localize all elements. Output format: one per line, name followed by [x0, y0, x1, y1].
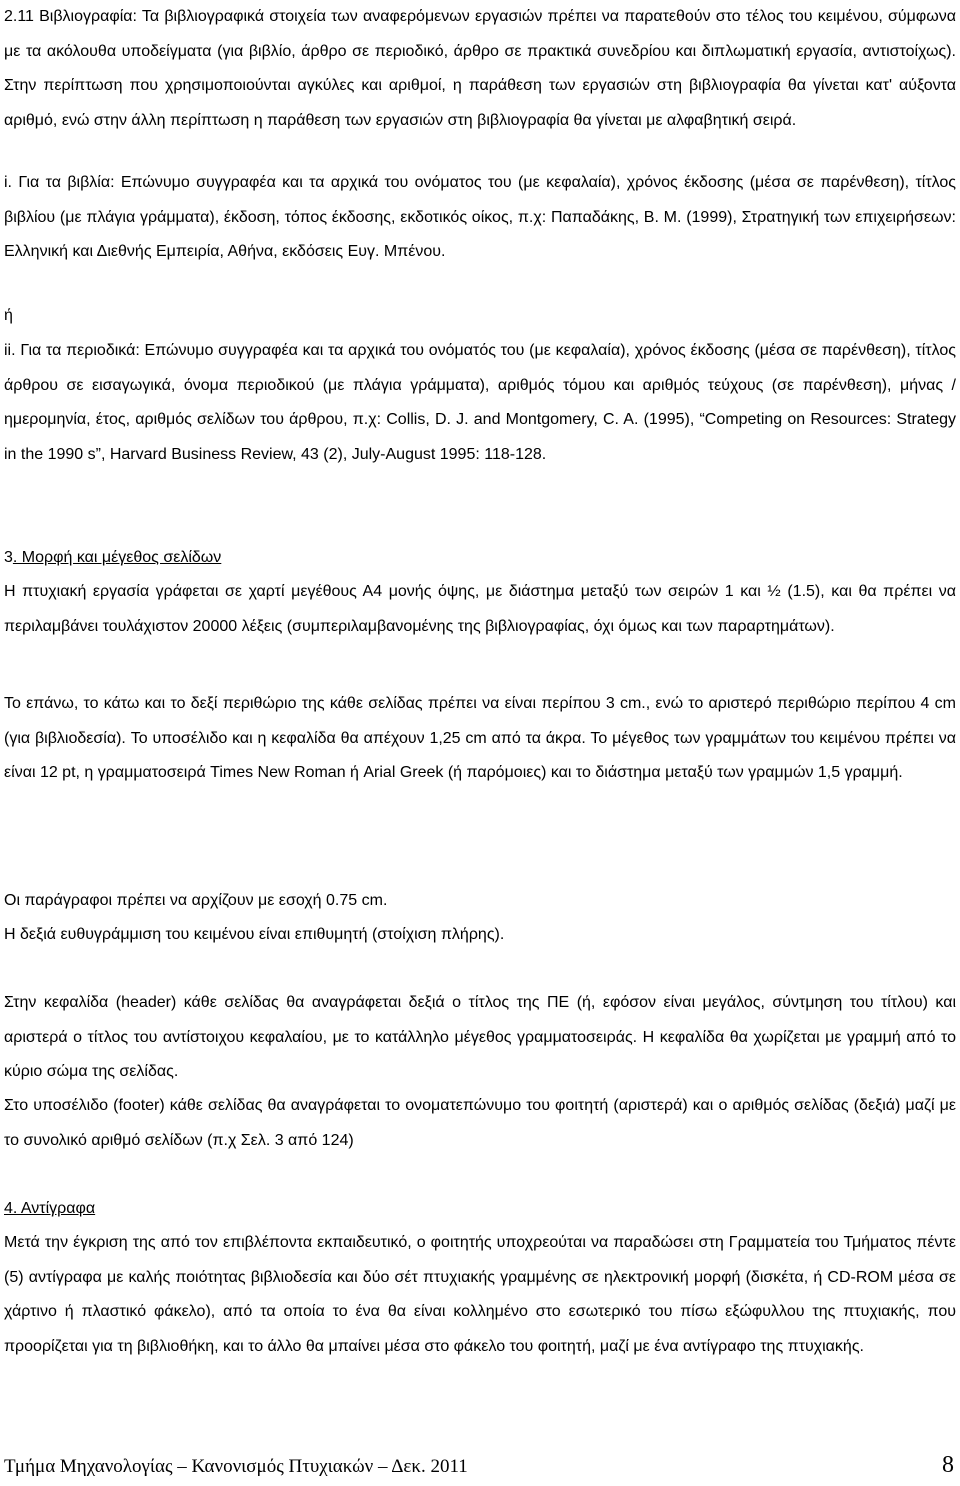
- section-3-paragraph-1: Η πτυχιακή εργασία γράφεται σε χαρτί μεγέθους Α4 μονής όψης, με διάστημα μεταξύ των σειρών 1 και ½ (1.5), και θα πρέπει να περιλαμβάνει τουλάχιστον 20000 λέξεις (συμπεριλαμβανομένης της βιβλιογραφίας, όχι όμως και των παραρτημάτων).: [4, 583, 956, 635]
- footer-department-text: Τμήμα Μηχανολογίας – Κανονισμός Πτυχιακών – Δεκ. 2011: [4, 1456, 468, 1477]
- section-3-header-rule: Στην κεφαλίδα (header) κάθε σελίδας θα αναγράφεται δεξιά ο τίτλος της ΠΕ (ή, εφόσον είναι μεγάλος, σύντμηση του τίτλου) και αριστερά ο τίτλος του αντίστοιχου κεφαλαίου, με το κατάλληλο μέγεθος γραμματοσειράς. Η κεφαλίδα θα χωρίζεται με γραμμή από το κύριο σώμα της σελίδας.: [4, 994, 956, 1081]
- or-separator: ή: [4, 307, 13, 324]
- section-3-indent-rule: Οι παράγραφοι πρέπει να αρχίζουν με εσοχή 0.75 cm.: [4, 892, 388, 909]
- section-3-paragraph-2: Το επάνω, το κάτω και το δεξί περιθώριο της κάθε σελίδας πρέπει να είναι περίπου 3 cm., ενώ το αριστερό περιθώριο περίπου 4 cm (για βιβλιοδεσία). Το υποσέλιδο και η κεφαλίδα θα απέχουν 1,25 cm από τα άκρα. Το μέγεθος των γραμμάτων του κειμένου πρέπει να είναι 12 pt, η γραμματοσειρά Times New Roman ή Arial Greek (ή παρόμοιες) και το διάστημα μεταξύ των γραμμών 1,5 γραμμή.: [4, 695, 956, 782]
- section-3-footer-rule: Στο υποσέλιδο (footer) κάθε σελίδας θα αναγράφεται το ονοματεπώνυμο του φοιτητή (αριστερά) και ο αριθμός σελίδας (δεξιά) μαζί με το συνολικό αριθμό σελίδων (π.χ Σελ. 3 από 124): [4, 1097, 956, 1149]
- section-4-copies-paragraph: Μετά την έγκριση της από τον επιβλέποντα εκπαιδευτικό, ο φοιτητής υποχρεούται να παραδώσει στη Γραμματεία του Τμήματος πέντε (5) αντίγραφα με καλής ποιότητας βιβλιοδεσία και δύο σέτ πτυχιακής γραμμένης σε ηλεκτρονική μορφή (δισκέτα, ή CD-ROM μέσα σε χάρτινο ή πλαστικό φάκελο), από τα οποία το ένα θα είναι κολλημένο στο εσωτερικό του πίσω εξώφυλλου της πτυχιακής, που προορίζεται για τη βιβλιοθήκη, και το άλλο θα μπαίνει μέσα στο φάκελο του φοιτητή, μαζί με ένα αντίγραφο της πτυχιακής.: [4, 1234, 956, 1356]
- page-footer: [4, 1452, 956, 1486]
- journals-citation-rule: ii. Για τα περιοδικά: Επώνυμο συγγραφέα και τα αρχικά του ονόματός του (με κεφαλαία), χρόνος έκδοσης (μέσα σε παρένθεση), τίτλος άρθρου σε εισαγωγικά, όνομα περιοδικού (με πλάγια γράμματα), αριθμός τόμου και αριθμός τεύχους (σε παρένθεση), μήνας / ημερομηνία, έτος, αριθμός σελίδων του άρθρου, π.χ: Collis, D. J. and Montgomery, C. A. (1995), “Competing on Resources: Strategy in the 1990 s”, Harvard Business Review, 43 (2), July-August 1995: 118-128.: [4, 342, 956, 464]
- section-3-heading: [4, 541, 956, 575]
- section-4-heading: 4. Αντίγραφα: [4, 1200, 96, 1217]
- section-3-alignment-rule: Η δεξιά ευθυγράμμιση του κειμένου είναι επιθυμητή (στοίχιση πλήρης).: [4, 926, 505, 943]
- section-3-title: . Μορφή και μέγεθος σελίδων: [12, 549, 222, 566]
- page-number: 8: [942, 1452, 954, 1478]
- section-3-number: 3: [4, 549, 13, 566]
- books-citation-rule: i. Για τα βιβλία: Επώνυμο συγγραφέα και τα αρχικά του ονόματος του (με κεφαλαία), χρόνος έκδοσης (μέσα σε παρένθεση), τίτλος βιβλίου (με πλάγια γράμματα), έκδοση, τόπος έκδοσης, εκδοτικός οίκος, π.χ: Παπαδάκης, Β. Μ. (1999), Στρατηγική των επιχειρήσεων: Ελληνική και Διεθνής Εμπειρία, Αθήνα, εκδόσεις Ευγ. Μπένου.: [4, 174, 956, 261]
- section-2-11-bibliography: 2.11 Βιβλιογραφία: Τα βιβλιογραφικά στοιχεία των αναφερόμενων εργασιών πρέπει να παρατεθούν στο τέλος του κειμένου, σύμφωνα με τα ακόλουθα υποδείγματα (για βιβλίο, άρθρο σε περιοδικό, άρθρο σε πρακτικά συνεδρίου και διπλωματική εργασία, αντιστοίχως). Στην περίπτωση που χρησιμοποιούνται αγκύλες και αριθμοί, η παράθεση των εργασιών στη βιβλιογραφία θα γίνεται κατ' αύξοντα αριθμό, ενώ στην άλλη περίπτωση η παράθεση των εργασιών στη βιβλιογραφία θα γίνεται με αλφαβητική σειρά.: [4, 8, 956, 130]
